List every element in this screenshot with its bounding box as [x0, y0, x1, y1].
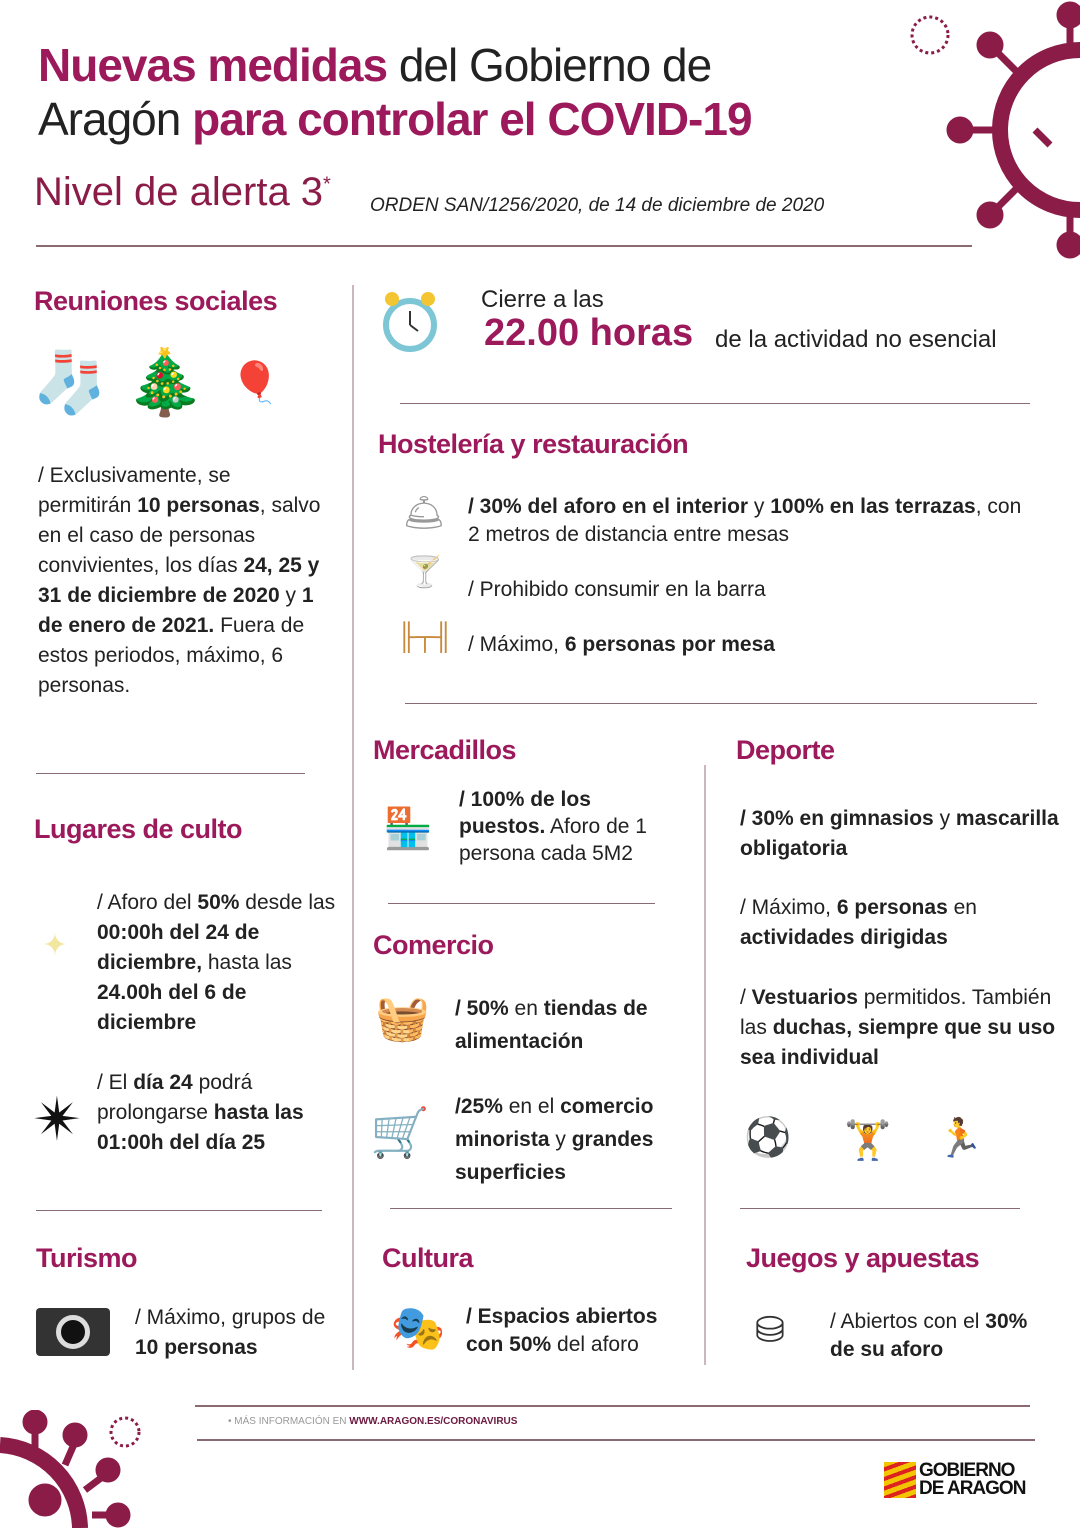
camera-icon [36, 1308, 110, 1356]
alert-level [34, 170, 331, 215]
soccer-ball-icon: ⚽ [744, 1117, 792, 1159]
text: y [279, 584, 302, 607]
text: Aragón [38, 93, 193, 145]
heading-mercadillos: Mercadillos [373, 735, 517, 765]
logo-line-2: DE ARAGON [919, 1478, 1026, 1499]
cultura-text [466, 1303, 696, 1359]
bold-text: actividades dirigidas [740, 926, 948, 949]
deporte-item-3 [740, 983, 1060, 1073]
heading-juegos: Juegos y apuestas [746, 1243, 980, 1273]
bold-text: / 100% de los puestos. [459, 788, 591, 838]
text: Fuera de estos periodos, máximo, 6 personas. [38, 614, 305, 697]
divider [36, 1210, 322, 1211]
turismo-text [135, 1303, 335, 1363]
divider [352, 285, 354, 1370]
text: del aforo [551, 1333, 639, 1356]
divider [400, 403, 1030, 404]
star-icon: ✴ [32, 1086, 83, 1153]
text: / Exclusivamente, se permitirán [38, 464, 231, 517]
runner-icon: 🏃 [936, 1118, 984, 1160]
grocery-basket-icon: 🧺 [375, 993, 430, 1043]
comercio-item-1 [455, 992, 695, 1058]
divider [195, 1405, 1030, 1407]
closing-suffix: de la actividad no esencial [715, 326, 997, 353]
juegos-text [830, 1308, 1050, 1364]
text: / Máximo, [468, 633, 565, 656]
divider [704, 765, 706, 1365]
text: podrá prolongarse [97, 1071, 253, 1124]
hosteleria-item-1 [468, 493, 1038, 549]
table-chairs-icon: ╟┬╢ [397, 620, 453, 651]
bold-text: 1 de enero de 2021. [38, 584, 314, 637]
deporte-item-2 [740, 893, 1060, 953]
bold-text: duchas, siempre que su uso sea individual [740, 1016, 1056, 1069]
text: / [740, 986, 752, 1009]
text: permitidos. También las [740, 986, 1052, 1039]
hosteleria-item-2 [468, 575, 766, 605]
bold-text: /25% [455, 1095, 503, 1118]
bold-text: 00:00h del 24 de diciembre, [97, 921, 260, 974]
cloche-icon: 🛎 [402, 493, 446, 532]
bold-text: 24, 25 y 31 de diciembre de 2020 [38, 554, 320, 607]
text: Aforo de 1 persona cada 5M2 [459, 815, 647, 865]
shopping-cart-icon: 🛒 [370, 1106, 430, 1160]
heading-deporte: Deporte [736, 735, 835, 765]
bold-text: 10 personas [137, 494, 260, 517]
text: , salvo en el caso de personas convivientes, los días [38, 494, 321, 577]
culto-item-2 [97, 1068, 342, 1158]
text: en [508, 997, 544, 1020]
text: en [947, 896, 977, 919]
text: del Gobierno de [387, 39, 712, 91]
footer-link[interactable]: WWW.ARAGON.ES/CORONAVIRUS [349, 1416, 518, 1427]
hosteleria-item-3 [468, 630, 775, 660]
theater-masks-icon: 🎭 [390, 1303, 446, 1353]
bold-text: 6 personas por mesa [564, 633, 775, 656]
bold-text: 50% [197, 891, 240, 914]
virus-decoration-icon [900, 0, 1080, 260]
closing-prefix: Cierre a las [481, 286, 604, 313]
text: hasta las [202, 951, 292, 974]
alert-level-mark: * [323, 173, 331, 196]
heading-reuniones: Reuniones sociales [34, 286, 278, 316]
title-line-2 [38, 92, 752, 146]
footer-prefix: • MÁS INFORMACIÓN EN [228, 1416, 350, 1427]
text: / Aforo del [97, 891, 198, 914]
christmas-tree-icon: 🎄 [125, 346, 205, 418]
heading-hosteleria: Hostelería y restauración [378, 429, 689, 459]
market-stall-icon: 🏪 [383, 806, 433, 851]
divider [390, 1208, 672, 1209]
divider [36, 773, 305, 774]
bold-text: / 30% en gimnasios [740, 807, 934, 830]
closing-time: 22.00 horas [484, 312, 694, 354]
bold-text: mascarilla obligatoria [740, 807, 1059, 860]
text: en el [502, 1095, 561, 1118]
aragon-flag-icon [884, 1462, 916, 1498]
culto-item-1 [97, 888, 347, 1038]
casino-chips-icon: ⛁ [754, 1309, 786, 1350]
bold-text: 10 personas [135, 1336, 258, 1359]
deporte-item-1 [740, 804, 1060, 864]
heading-cultura: Cultura [382, 1243, 473, 1273]
bold-text: comercio minorista [455, 1095, 654, 1151]
text: y [748, 495, 771, 518]
bold-text: día 24 [133, 1071, 193, 1094]
text: / Abiertos con el [830, 1310, 986, 1333]
divider [405, 703, 1037, 704]
bold-text: 30% de su aforo [830, 1310, 1028, 1361]
divider [740, 1208, 1020, 1209]
bold-text: / Espacios abiertos con 50% [466, 1305, 658, 1356]
order-reference: ORDEN SAN/1256/2020, de 14 de diciembre de 2020 [370, 195, 825, 216]
bold-text: 24.00h del 6 de diciembre [97, 981, 247, 1034]
text: / Máximo, grupos de [135, 1306, 326, 1329]
bold-text: Nuevas medidas [38, 39, 388, 91]
footer-info [228, 1416, 517, 1427]
bold-text: tiendas de alimentación [455, 997, 648, 1053]
alert-level-text: Nivel de alerta 3 [34, 170, 324, 214]
sparkle-icon: ✦ [42, 928, 68, 962]
gobierno-aragon-logo [884, 1462, 1025, 1498]
bold-text: para controlar el COVID-19 [192, 93, 752, 145]
cocktail-icon: 🍸 [406, 556, 444, 589]
reuniones-text [38, 461, 328, 701]
mercadillos-text [459, 786, 679, 867]
alarm-clock-icon [380, 285, 440, 357]
title-line-1 [38, 38, 711, 92]
text: / Prohibido consumir en la barra [468, 578, 766, 601]
stocking-icon: 🧦 [32, 349, 108, 416]
ornaments-icon: 🎈 [230, 361, 280, 405]
heading-culto: Lugares de culto [34, 814, 243, 844]
divider [36, 245, 972, 247]
text: y [933, 807, 956, 830]
logo-line-1: GOBIERNO [919, 1460, 1015, 1481]
text: , con 2 metros de distancia entre mesas [468, 495, 1022, 546]
comercio-item-2 [455, 1090, 700, 1189]
divider [388, 903, 655, 904]
divider [197, 1439, 1035, 1441]
bold-text: hasta las 01:00h del día 25 [97, 1101, 304, 1154]
heading-comercio: Comercio [373, 930, 494, 960]
text: y [549, 1128, 572, 1151]
text: desde las [239, 891, 336, 914]
heading-turismo: Turismo [36, 1243, 138, 1273]
bold-text: 6 personas [836, 896, 948, 919]
text: / El [97, 1071, 134, 1094]
bold-text: / 50% [455, 997, 509, 1020]
bold-text: Vestuarios [751, 986, 858, 1009]
virus-decoration-icon [0, 1410, 160, 1528]
text: / Máximo, [740, 896, 837, 919]
bold-text: / 30% del aforo en el interior [468, 495, 749, 518]
weightlifter-icon: 🏋 [844, 1120, 892, 1162]
bold-text: grandes superficies [455, 1128, 654, 1184]
bold-text: 100% en las terrazas [770, 495, 976, 518]
